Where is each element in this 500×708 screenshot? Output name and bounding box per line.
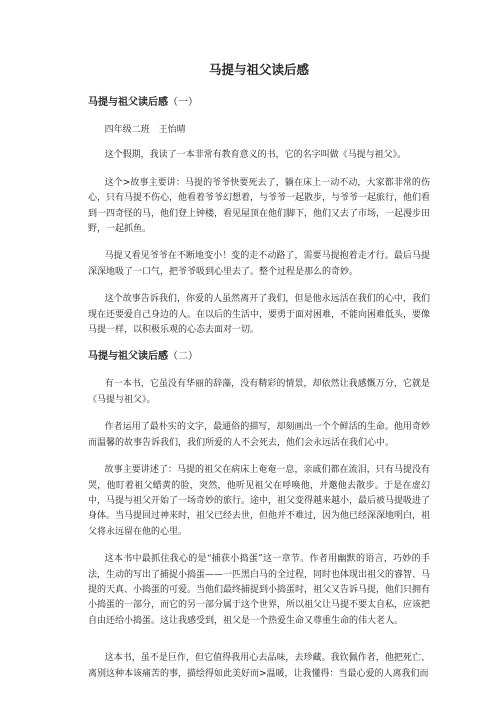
paragraph: 这个>故事主要讲：马提的爷爷快要死去了，躺在床上一动不动，大家都非常的伤心，只有马提不伤心，他看着爷爷幻想着，与爷爷一起散步，与爷爷一起旅行，他们看到一四奇怪的马，他们登上钟楼，看见屋顶在他们脚下，他们又去了市场，一起漫步田野，一起抓鱼。 <box>88 177 431 235</box>
document-title: 马提与祖父读后感 <box>208 62 309 77</box>
paragraph: 有一本书，它虽没有华丽的辞藻，没有精彩的情景，却依然让我感慨万分，它就是《马提与祖父》。 <box>88 379 430 405</box>
paragraph: 作者运用了最朴实的文字，最通俗的描写，却刻画出一个个鲜活的生命。他用奇妙而温馨的故事告诉我们，我们所爱的人不会死去，他们会永远活在我们心中。 <box>88 422 430 448</box>
section-one-heading-suffix: （一） <box>168 97 198 108</box>
paragraph: 这个故事告诉我们，你爱的人虽然离开了我们，但是他永远活在我们的心中，我们现在还要爱自己身边的人。在以后的生活中，要勇于面对困难，不能向困难低头，要像马提一样，以积极乐观的心态去面对一切。 <box>88 294 431 336</box>
section-two <box>88 350 430 682</box>
paragraph: 这个假期，我读了一本非常有教育意义的书，它的名字叫做《马提与祖父》。 <box>104 150 407 161</box>
section-one <box>88 96 430 338</box>
paragraph: 这本书，虽不是巨作，但它值得我用心去品味，去珍藏。我钦佩作者，他把死亡、离别这种本该痛苦的事，描绘得如此美好而>温暖，让我懂得：当最心爱的人离我们而 <box>88 653 430 679</box>
section-one-heading-text: 马提与祖父读后感 <box>88 97 168 108</box>
section-two-heading <box>88 350 430 364</box>
section-two-heading-text: 马提与祖父读后感 <box>88 351 168 363</box>
paragraph: 故事主要讲述了：马提的祖父在病床上奄奄一息，亲戚们都在流泪，只有马提没有哭，他盯着祖父蜡黄的脸，突然，他听见祖父在呼唤他，并邀他去散步。于是在虚幻中，马提与祖父开始了一场奇妙的旅行。途中，祖父变得越来越小，最后被马提吸进了身体。当马提回过神来时，祖父已经去世，但他并不难过，因为他已经深深地明白，祖父将永远留在他的心里。 <box>88 465 431 537</box>
section-one-heading <box>88 96 430 110</box>
paragraph: 这本书中最抓住我心的是“捕获小捣蛋”这一章节。作者用幽默的语言，巧妙的手法，生动的写出了捕捉小捣蛋——一匹黑白马的全过程，同时也体现出祖父的睿智、马提的天真、小捣蛋的可爱。当他们最终捕捉到小捣蛋时，祖父又告诉马提，他们只拥有小捣蛋的一部分，而它的另一部分属于这个世界，所以祖父让马提不要太自私，应该把自由还给小捣蛋。这让我感受到，祖父是一个热爱生命又尊重生命的伟大老人。 <box>88 554 431 626</box>
paragraph: 马提又看见爷爷在不断地变小！变的走不动路了，需要马提抱着走才行。最后马提深深地吸了一口气，把爷爷吸到心里去了。整个过程是那么的奇妙。 <box>88 251 430 277</box>
section-two-heading-suffix: （二） <box>168 351 198 363</box>
author-byline: 四年级二班 王怡晴 <box>104 125 186 135</box>
